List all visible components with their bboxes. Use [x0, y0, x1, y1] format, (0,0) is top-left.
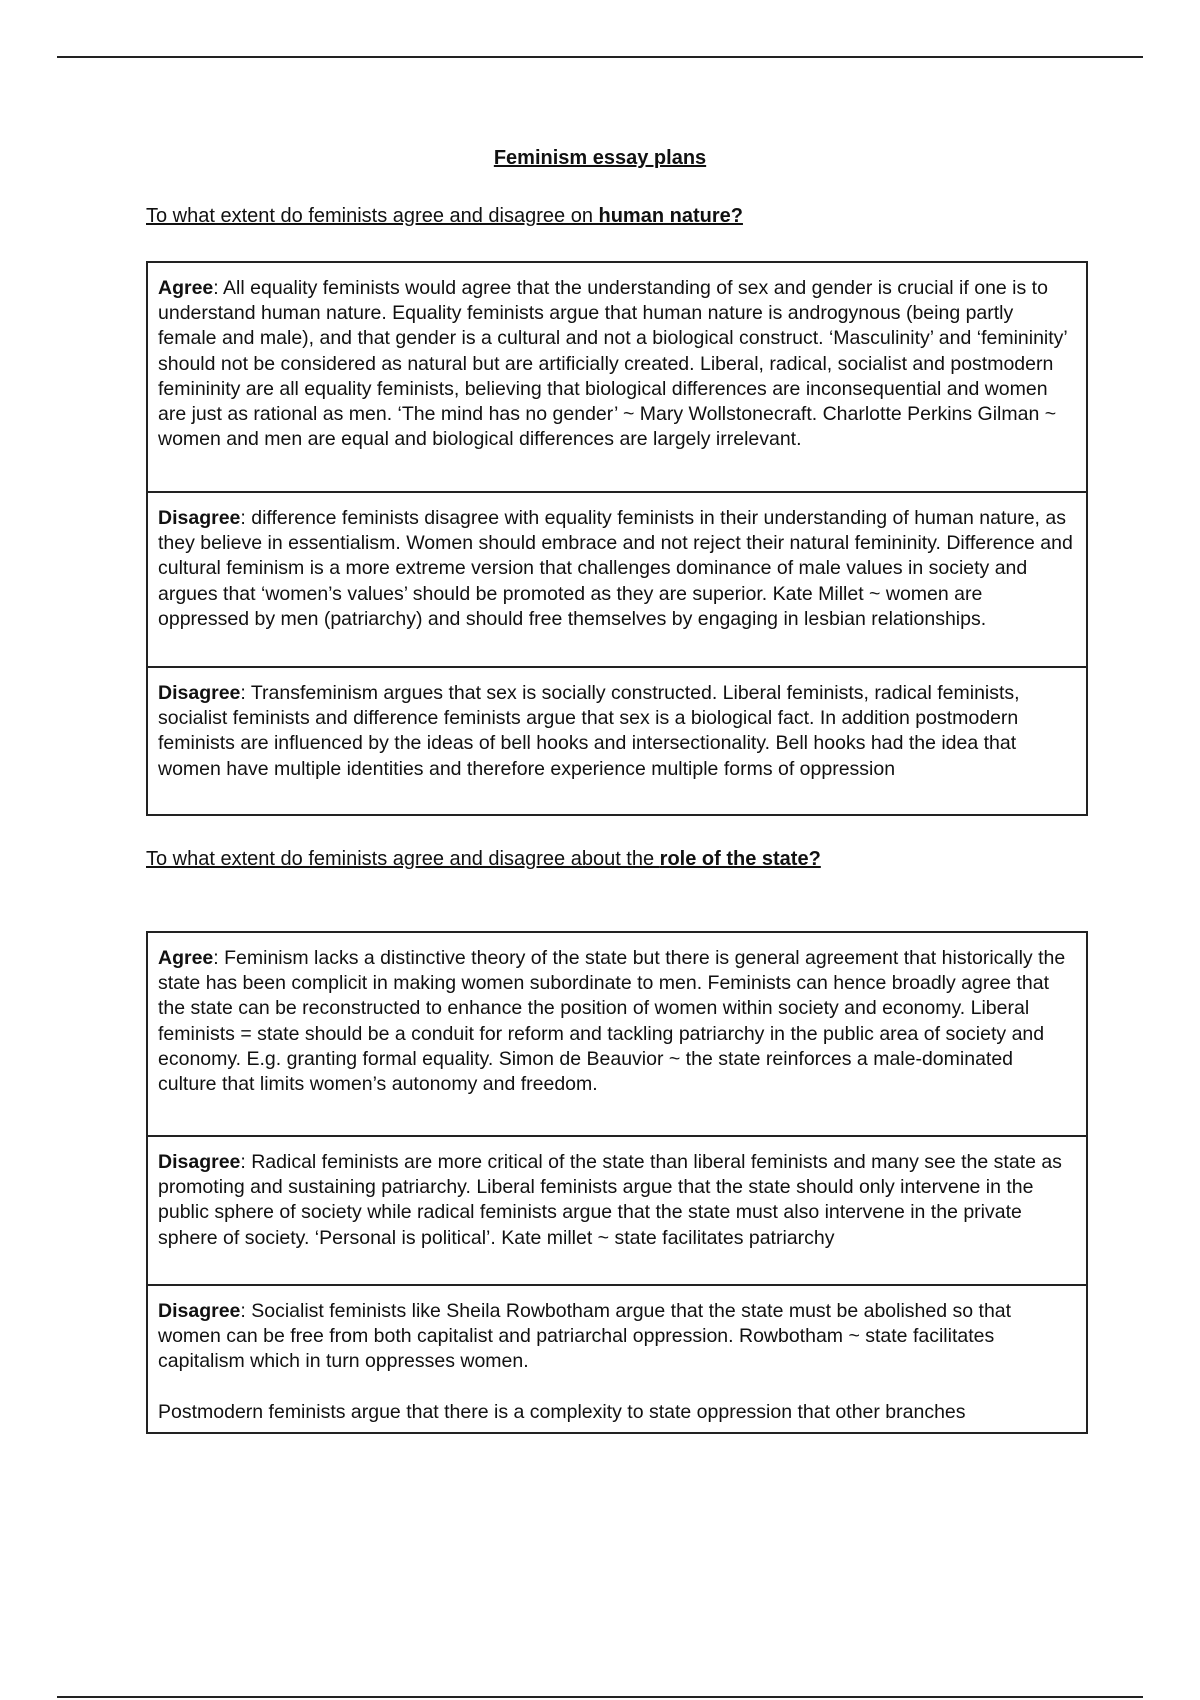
plan-row-disagree [148, 1135, 1086, 1284]
plan-row-disagree [148, 666, 1086, 814]
question-topic: role of the state? [659, 848, 821, 870]
plan-row-text [158, 506, 1076, 632]
question-topic: human nature? [598, 205, 743, 227]
top-rule [57, 56, 1143, 58]
argument-text: : difference feminists disagree with equality feminists in their understanding of human nature, as they believe in essentialism. Women should embrace and not reject their natural femininity. Difference and cultural feminism is a more extreme version that challenges dominance of male values in society and argues that ‘women’s values’ should be promoted as they are superior. Kate Millet ~ women are oppressed by men (patriarchy) and should free themselves by engaging in lesbian relationships. [158, 507, 1073, 630]
plan-row-agree [148, 933, 1086, 1135]
stance-label: Disagree [158, 1300, 241, 1322]
argument-text: : Socialist feminists like Sheila Rowbotham argue that the state must be abolished so that women can be free from both capitalist and patriarchal oppression. Rowbotham ~ state facilitates capitalism which in turn oppresses women. [158, 1300, 1012, 1373]
plan-row-continuation-text: Postmodern feminists argue that there is a complexity to state oppression that other branches [158, 1400, 966, 1423]
question-prefix: To what extent do feminists agree and disagree about the [146, 848, 660, 870]
page-title: Feminism essay plans [493, 147, 707, 169]
plan-row-agree [148, 263, 1086, 491]
stance-label: Disagree [158, 507, 241, 529]
essay-plan-table-role-of-state [146, 931, 1088, 1434]
plan-row-text [158, 1299, 1076, 1375]
argument-text: : Radical feminists are more critical of the state than liberal feminists and many see the state as promoting and sustaining patriarchy. Liberal feminists argue that the state should only intervene in the public sphere of society while radical feminists argue that the state must also intervene in the private sphere of society. ‘Personal is political’. Kate millet ~ state facilitates patriarchy [158, 1151, 1062, 1249]
argument-text: : All equality feminists would agree that the understanding of sex and gender is crucial if one is to understand human nature. Equality feminists argue that human nature is androgynous (being partly female and male), and that gender is a cultural and not a biological construct. ‘Masculinity’ and ‘femininity’ should not be considered as natural but are artificially created. Liberal, radical, socialist and postmodern femininity are all equality feminists, believing that biological differences are inconsequential and women are just as rational as men. ‘The mind has no gender’ ~ Mary Wollstonecraft. Charlotte Perkins Gilman ~ women and men are equal and biological differences are largely irrelevant. [158, 277, 1068, 451]
plan-row-text [158, 276, 1076, 452]
argument-text: : Feminism lacks a distinctive theory of the state but there is general agreement that historically the state has been complicit in making women subordinate to men. Feminists can hence broadly agree that the state can be reconstructed to enhance the position of women within society and economy. Liberal feminists = state should be a conduit for reform and tackling patriarchy in the public area of society and economy. E.g. granting formal equality. Simon de Beauvior ~ the state reinforces a male-dominated culture that limits women’s autonomy and freedom. [158, 947, 1066, 1096]
plan-row-text [158, 681, 1076, 782]
plan-row-disagree [148, 1284, 1086, 1432]
stance-label: Agree [158, 277, 214, 299]
stance-label: Agree [158, 947, 214, 969]
question-prefix: To what extent do feminists agree and disagree on [146, 205, 599, 227]
plan-row-text [158, 1150, 1076, 1251]
essay-plan-table-human-nature [146, 261, 1088, 816]
argument-text: : Transfeminism argues that sex is socially constructed. Liberal feminists, radical feminists, socialist feminists and difference feminists argue that sex is a biological fact. In addition postmodern feminists are influenced by the ideas of bell hooks and intersectionality. Bell hooks had the idea that women have multiple identities and therefore experience multiple forms of oppression [158, 682, 1020, 780]
question-human-nature [146, 205, 743, 228]
stance-label: Disagree [158, 682, 241, 704]
plan-row-text [158, 946, 1076, 1097]
stance-label: Disagree [158, 1151, 241, 1173]
bottom-rule [57, 1696, 1143, 1698]
question-role-of-state [146, 848, 821, 871]
plan-row-disagree [148, 491, 1086, 666]
